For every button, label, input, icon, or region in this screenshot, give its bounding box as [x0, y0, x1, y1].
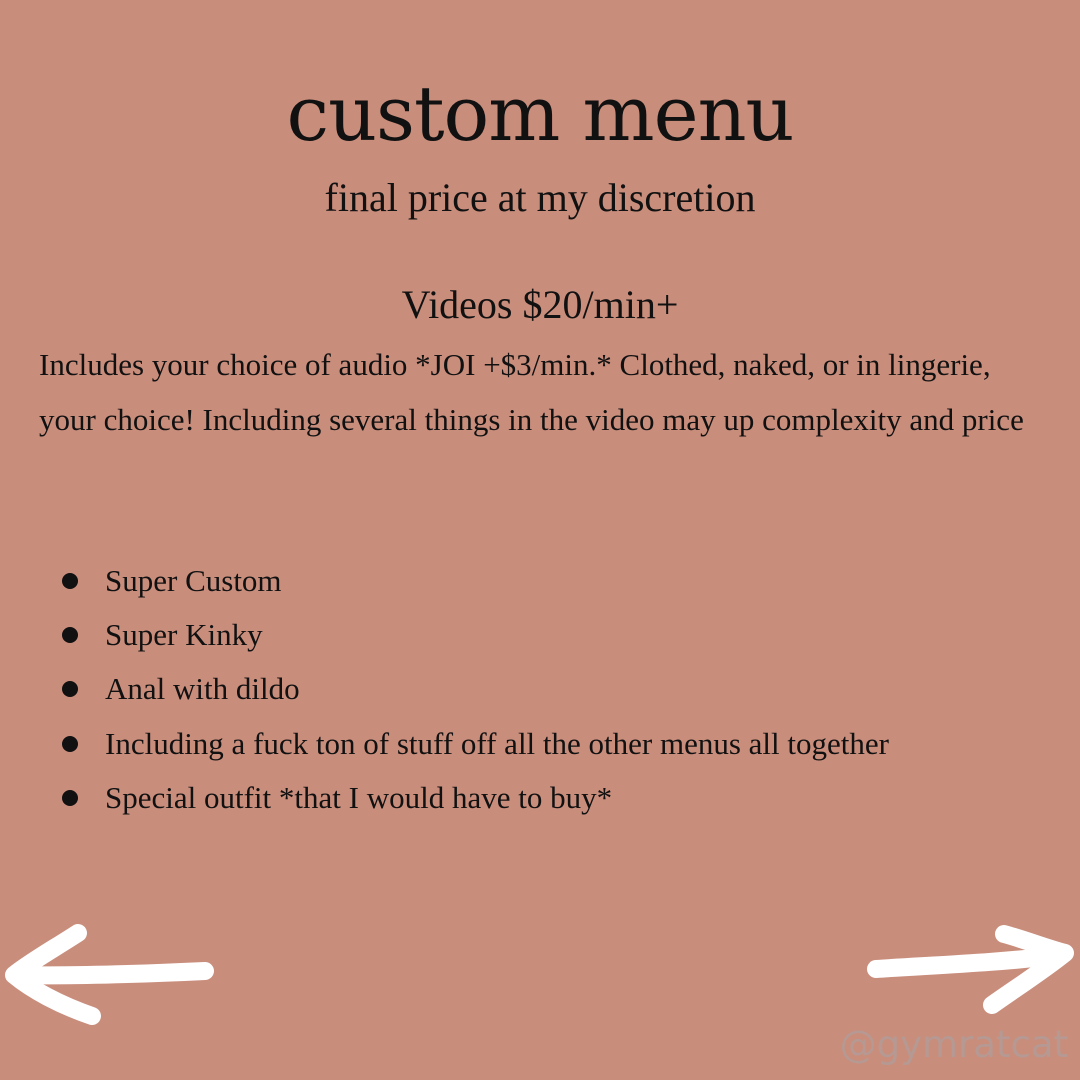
list-item [60, 554, 1060, 608]
feature-list [60, 554, 1060, 825]
section-heading: Videos $20/min+ [401, 282, 679, 327]
list-item [60, 771, 1060, 825]
list-item [60, 608, 1060, 662]
watermark-handle: @gymratcat [839, 1023, 1068, 1066]
bullet-icon [62, 573, 78, 589]
section-description: Includes your choice of audio *JOI +$3/min.* Clothed, naked, or in lingerie, your choice! Including several things in the video may up complexity and price [39, 347, 1024, 437]
bullet-icon [62, 790, 78, 806]
page-subtitle: final price at my discretion [324, 175, 756, 220]
list-item-label: Special outfit *that I would have to buy* [105, 779, 613, 815]
list-item-label: Super Custom [105, 563, 282, 598]
list-item-label: Super Kinky [105, 617, 263, 653]
arrow-right-icon[interactable] [866, 920, 1080, 1024]
list-item-label: Anal with dildo [105, 671, 300, 707]
list-item-label: Including a fuck ton of stuff off all the other menus all together [105, 725, 889, 761]
list-item [60, 717, 1060, 771]
list-item [60, 662, 1060, 716]
arrow-left-icon[interactable] [0, 920, 215, 1029]
page-title: custom menu [286, 69, 794, 158]
bullet-icon [62, 627, 78, 643]
bullet-icon [62, 681, 78, 697]
bullet-icon [62, 736, 78, 752]
